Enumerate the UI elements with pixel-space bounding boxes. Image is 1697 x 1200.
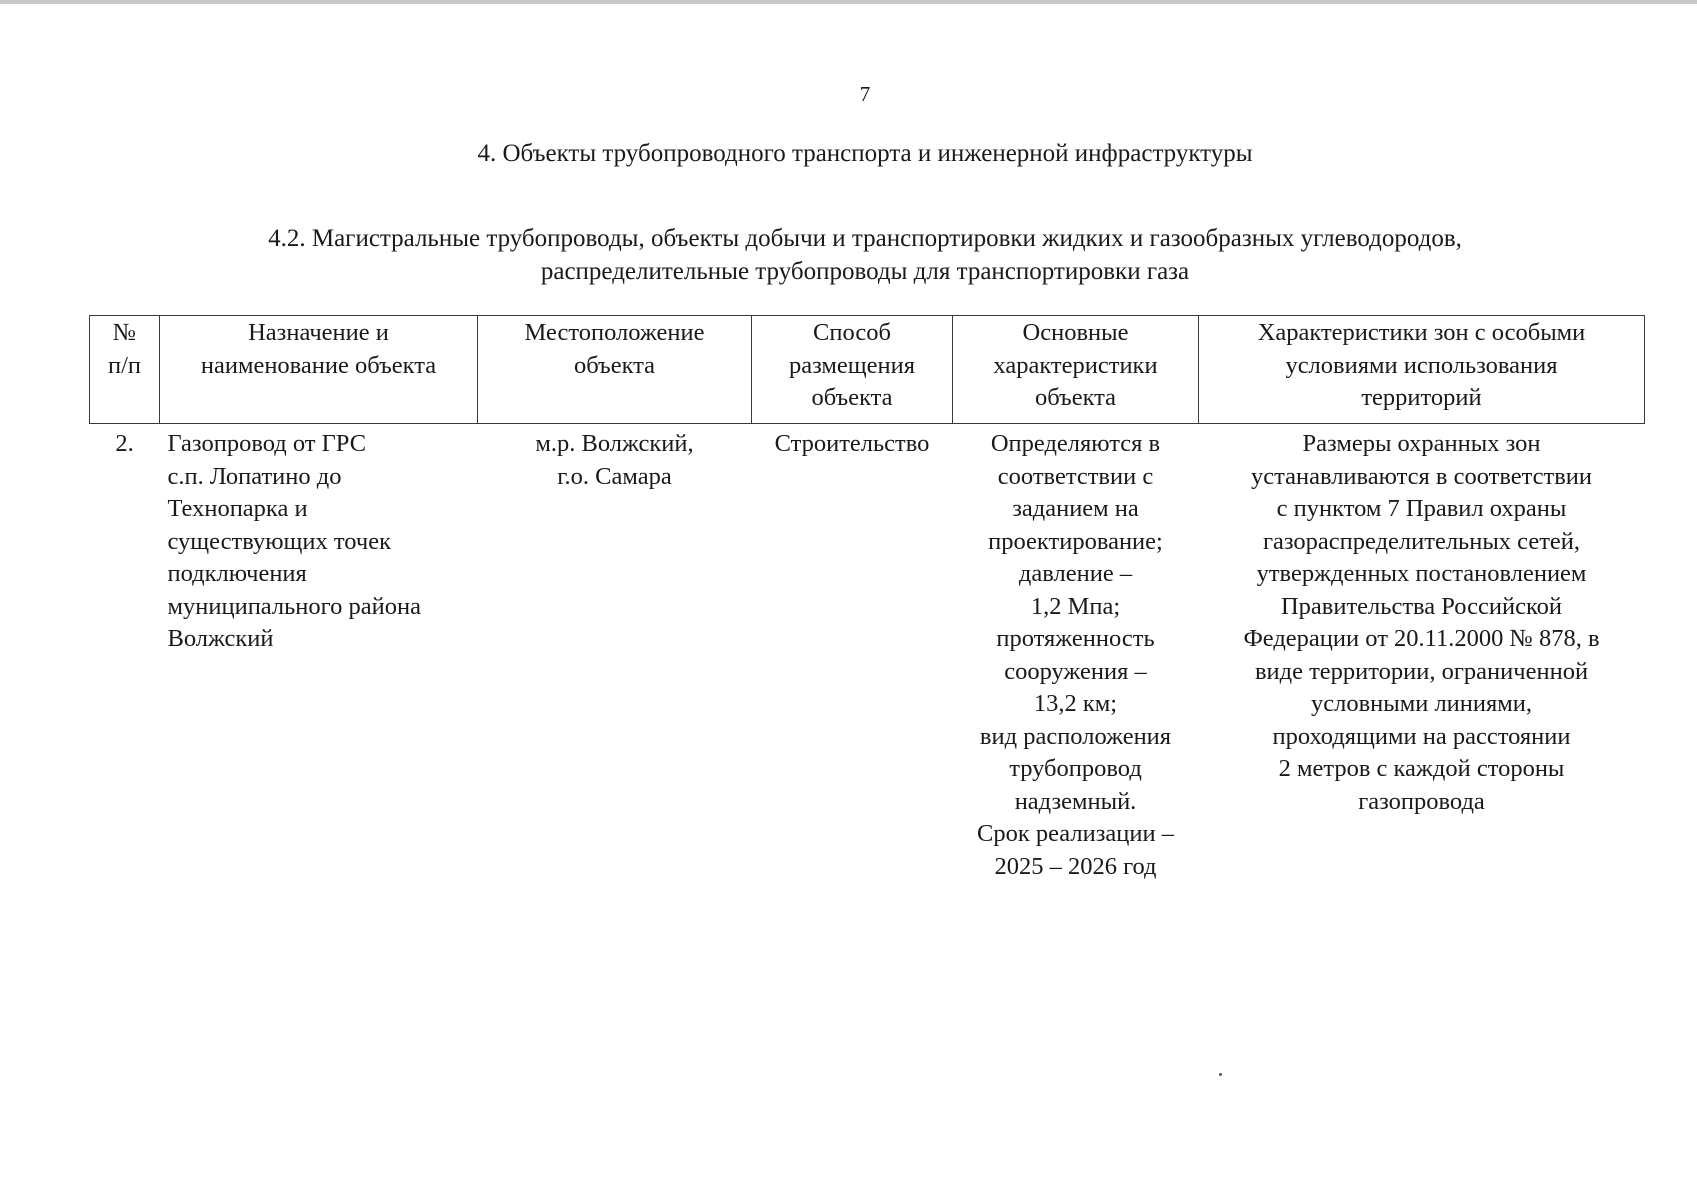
- header-zones: Характеристики зон с особыми условиями использования территорий: [1199, 316, 1645, 424]
- subsection-title: [120, 222, 1610, 288]
- table-row: [90, 424, 1645, 888]
- header-number: № п/п: [90, 316, 160, 424]
- page-number: 7: [859, 82, 871, 106]
- row-method: Строительство: [774, 430, 930, 457]
- subsection-title-line: 4.2. Магистральные трубопроводы, объекты добычи и транспортировки жидких и газообразных углеводородов,: [268, 225, 1462, 252]
- header-method: Способ размещения объекта: [752, 316, 953, 424]
- row-number: 2.: [115, 430, 134, 457]
- header-characteristics: Основные характеристики объекта: [953, 316, 1199, 424]
- header-name: Назначение и наименование объекта: [160, 316, 478, 424]
- row-object-name: Газопровод от ГРС с.п. Лопатино до Технопарка и существующих точек подключения муниципального района Волжский: [167, 430, 421, 652]
- section-title: 4. Объекты трубопроводного транспорта и инженерной инфраструктуры: [477, 140, 1253, 167]
- header-location: Местоположение объекта: [478, 316, 752, 424]
- scan-top-edge: [0, 0, 1697, 4]
- row-characteristics: Определяются в соответствии с заданием на проектирование; давление – 1,2 Мпа; протяженность сооружения – 13,2 км; вид расположения трубопровод надземный. Срок реализации – 2025 – 2026 год: [977, 430, 1174, 880]
- row-zones: Размеры охранных зон устанавливаются в соответствии с пунктом 7 Правил охраны газораспределительных сетей, утвержденных постановлением Правительства Российской Федерации от 20.11.2000 № 878, в виде территории, ограниченной условными линиями, проходящими на расстоянии 2 метров с каждой стороны газопровода: [1243, 430, 1600, 815]
- row-location: м.р. Волжский, г.о. Самара: [535, 430, 694, 490]
- table-header-row: [90, 316, 1645, 424]
- subsection-title-line: распределительные трубопроводы для транспортировки газа: [540, 258, 1190, 285]
- scan-speck: [1219, 1073, 1222, 1076]
- objects-table: [89, 315, 1645, 887]
